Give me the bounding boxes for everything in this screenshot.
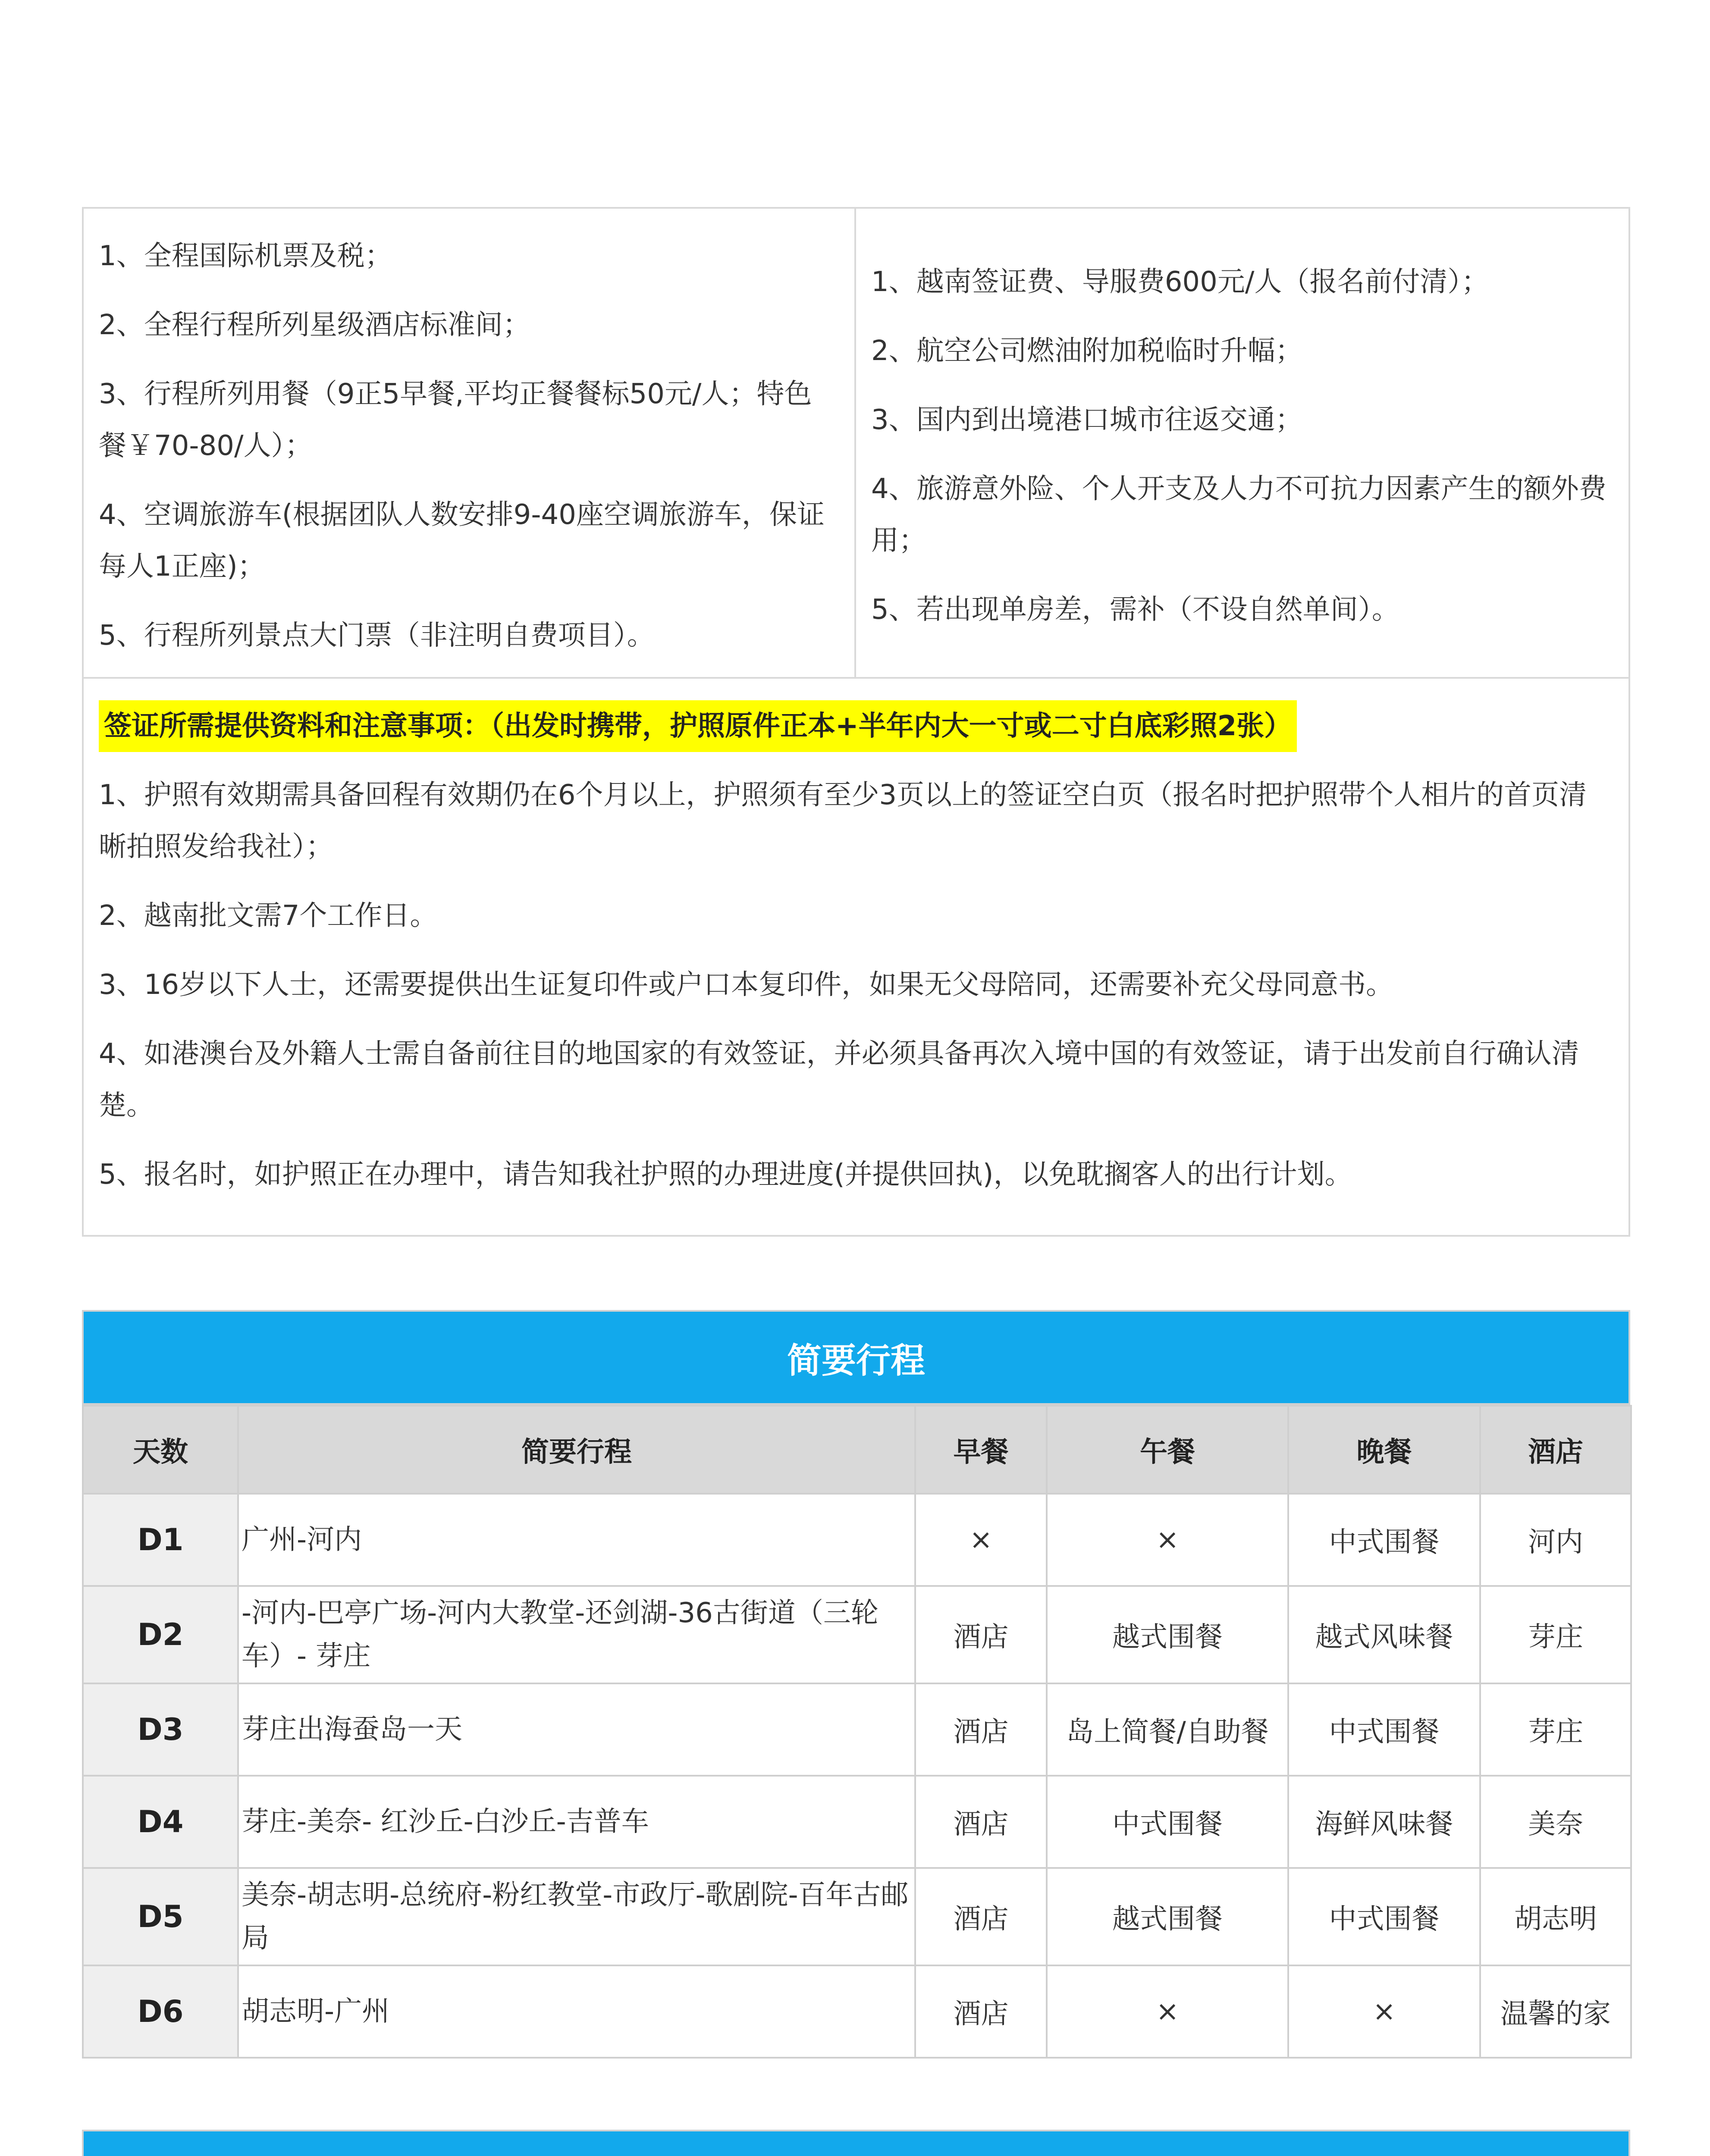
visa-item: 5、报名时，如护照正在办理中，请告知我社护照的办理进度(并提供回执)，以免耽搁客人的出行计划。	[99, 1159, 1352, 1191]
table-row	[83, 1965, 1631, 2058]
lunch-cell: 中式围餐	[1047, 1776, 1288, 1868]
day-cell: D6	[83, 1965, 238, 2058]
route-cell: 芽庄出海蚕岛一天	[238, 1683, 915, 1776]
lunch-cell: 岛上简餐/自助餐	[1047, 1683, 1288, 1776]
included-item: 5、行程所列景点大门票（非注明自费项目）。	[99, 620, 655, 652]
itinerary-table	[82, 1405, 1632, 2059]
lunch-cell: ×	[1047, 1494, 1288, 1586]
route-cell: -河内-巴亭广场-河内大教堂-还剑湖-36古街道（三轮车）- 芽庄	[238, 1586, 915, 1683]
breakfast-cell: 酒店	[915, 1965, 1047, 2058]
hotel-cell: 美奈	[1480, 1776, 1631, 1868]
table-row	[83, 1683, 1631, 1776]
table-row	[83, 1586, 1631, 1683]
route-cell: 美奈-胡志明-总统府-粉红教堂-市政厅-歌剧院-百年古邮局	[238, 1868, 915, 1965]
visa-notes	[84, 679, 1628, 1235]
header-hotel: 酒店	[1480, 1406, 1631, 1494]
excluded-item: 2、航空公司燃油附加税临时升幅；	[871, 335, 1303, 367]
dinner-cell: 中式围餐	[1288, 1868, 1480, 1965]
breakfast-cell: 酒店	[915, 1776, 1047, 1868]
cost-row	[84, 209, 1628, 679]
lunch-cell: ×	[1047, 1965, 1288, 2058]
excluded-item: 3、国内到出境港口城市往返交通；	[871, 404, 1303, 436]
header-route: 简要行程	[238, 1406, 915, 1494]
brief-itinerary-title: 简要行程	[82, 1310, 1630, 1405]
header-day: 天数	[83, 1406, 238, 1494]
excluded-item: 5、若出现单房差，需补（不设自然单间）。	[871, 594, 1399, 626]
cost-table	[82, 207, 1630, 1237]
route-cell: 胡志明-广州	[238, 1965, 915, 2058]
excluded-item: 4、旅游意外险、个人开支及人力不可抗力因素产生的额外费用；	[871, 473, 1606, 557]
visa-item: 1、护照有效期需具备回程有效期仍在6个月以上，护照须有至少3页以上的签证空白页（报名时把护照带个人相片的首页清晰拍照发给我社）；	[99, 779, 1587, 863]
breakfast-cell: ×	[915, 1494, 1047, 1586]
dinner-cell: ×	[1288, 1965, 1480, 2058]
detail-itinerary	[82, 2130, 1630, 2156]
breakfast-cell: 酒店	[915, 1586, 1047, 1683]
breakfast-cell: 酒店	[915, 1683, 1047, 1776]
visa-item: 2、越南批文需7个工作日。	[99, 900, 438, 932]
lunch-cell: 越式围餐	[1047, 1586, 1288, 1683]
excluded-item: 1、越南签证费、导服费600元/人（报名前付清）；	[871, 266, 1489, 298]
dinner-cell: 中式围餐	[1288, 1494, 1480, 1586]
included-item: 3、行程所列用餐（9正5早餐,平均正餐餐标50元/人；特色餐￥70-80/人）；	[99, 378, 812, 462]
day-cell: D2	[83, 1586, 238, 1683]
dinner-cell: 越式风味餐	[1288, 1586, 1480, 1683]
header-dinner: 晚餐	[1288, 1406, 1480, 1494]
breakfast-cell: 酒店	[915, 1868, 1047, 1965]
detail-itinerary-title	[82, 2130, 1630, 2156]
visa-item: 4、如港澳台及外籍人士需自备前往目的地国家的有效签证，并必须具备再次入境中国的有效签证，请于出发前自行确认清楚。	[99, 1038, 1579, 1122]
dinner-cell: 海鲜风味餐	[1288, 1776, 1480, 1868]
hotel-cell: 河内	[1480, 1494, 1631, 1586]
hotel-cell: 芽庄	[1480, 1683, 1631, 1776]
page	[82, 207, 1630, 2156]
visa-title: 签证所需提供资料和注意事项：（出发时携带，护照原件正本+半年内大一寸或二寸白底彩照2张）	[99, 700, 1297, 752]
hotel-cell: 胡志明	[1480, 1868, 1631, 1965]
table-row	[83, 1494, 1631, 1586]
day-cell: D1	[83, 1494, 238, 1586]
dinner-cell: 中式围餐	[1288, 1683, 1480, 1776]
day-cell: D3	[83, 1683, 238, 1776]
hotel-cell: 芽庄	[1480, 1586, 1631, 1683]
route-cell: 芽庄-美奈- 红沙丘-白沙丘-吉普车	[238, 1776, 915, 1868]
cost-excluded	[856, 209, 1628, 677]
cost-included	[84, 209, 856, 677]
included-item: 1、全程国际机票及税；	[99, 240, 392, 272]
header-lunch: 午餐	[1047, 1406, 1288, 1494]
day-cell: D4	[83, 1776, 238, 1868]
brief-itinerary	[82, 1310, 1630, 2059]
header-breakfast: 早餐	[915, 1406, 1047, 1494]
visa-item: 3、16岁以下人士，还需要提供出生证复印件或户口本复印件，如果无父母陪同，还需要补充父母同意书。	[99, 969, 1394, 1001]
hotel-cell: 温馨的家	[1480, 1965, 1631, 2058]
table-row	[83, 1776, 1631, 1868]
table-header-row	[83, 1406, 1631, 1494]
included-item: 4、空调旅游车(根据团队人数安排9-40座空调旅游车，保证每人1正座)；	[99, 499, 825, 583]
included-item: 2、全程行程所列星级酒店标准间；	[99, 309, 530, 341]
day-cell: D5	[83, 1868, 238, 1965]
table-row	[83, 1868, 1631, 1965]
lunch-cell: 越式围餐	[1047, 1868, 1288, 1965]
route-cell: 广州-河内	[238, 1494, 915, 1586]
